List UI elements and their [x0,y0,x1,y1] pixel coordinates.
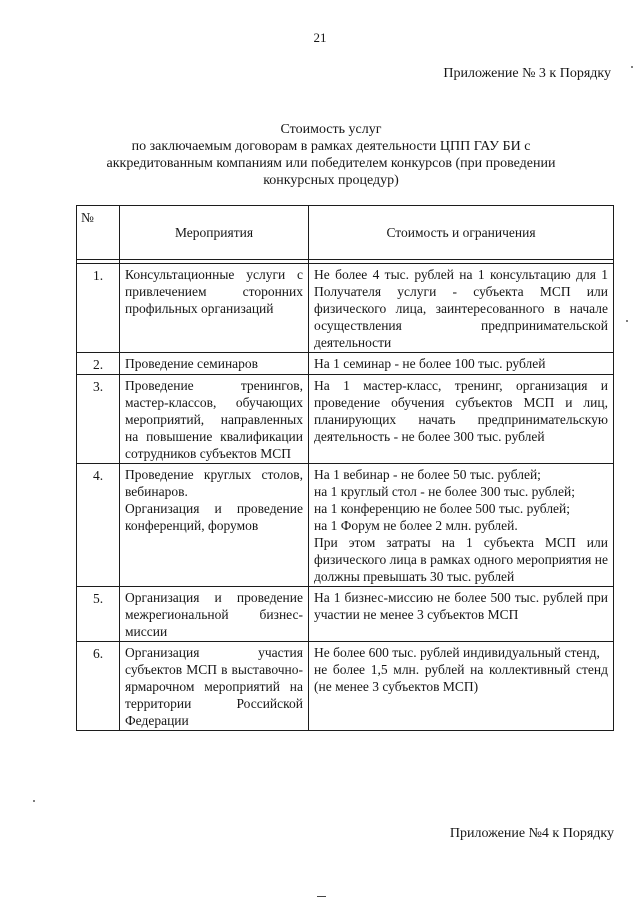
title-line: аккредитованным компаниям или победителем конкурсов (при проведении [106,156,556,171]
title-line: конкурсных процедур) [263,173,399,188]
appendix-footer: Приложение №4 к Порядку [449,826,614,841]
row-number: 5. [77,587,120,642]
cost-line: на 1 конференцию не более 500 тыс. рублей; [314,501,571,516]
table-row [77,464,614,587]
row-cost [309,464,614,587]
cost-line: не более 1,5 млн. рублей на коллективный стенд (не менее 3 субъектов МСП) [314,662,608,694]
appendix-header: Приложение № 3 к Порядку [443,66,611,81]
table-header-row [77,206,614,260]
cost-line: Не более 600 тыс. рублей индивидуальный стенд, [314,645,600,660]
table-row [77,587,614,642]
scan-speck [626,320,628,322]
cost-line: на 1 Форум не более 2 млн. рублей. [314,518,518,533]
row-number: 4. [77,464,120,587]
row-event: Организация участия субъектов МСП в выставочно-ярмарочном мероприятий на территории Российской Федерации [120,642,309,731]
cost-line: При этом затраты на 1 субъекта МСП или физического лица в рамках одного мероприятия не должны превышать 30 тыс. рублей [314,535,608,584]
row-event: Проведение семинаров [120,353,309,375]
row-cost: Не более 4 тыс. рублей на 1 консультацию для 1 Получателя услуги - субъекта МСП или физического лица, заинтересованного в начале осуществления предпринимательской деятельности [309,264,614,353]
cost-table [76,205,614,731]
document-title [96,121,566,189]
title-line: Стоимость услуг [280,122,382,137]
event-line: Организация и проведение конференций, форумов [125,501,303,533]
row-event [120,464,309,587]
header-cost: Стоимость и ограничения [309,206,614,260]
row-number: 1. [77,264,120,353]
row-cost [309,642,614,731]
header-events: Мероприятия [120,206,309,260]
row-number: 2. [77,353,120,375]
row-event: Консультационные услуги с привлечением сторонних профильных организаций [120,264,309,353]
table-row [77,375,614,464]
header-number: № [77,206,120,260]
row-number: 6. [77,642,120,731]
table-row [77,264,614,353]
title-line: по заключаемым договорам в рамках деятельности ЦПП ГАУ БИ с [131,139,531,154]
event-line: Проведение круглых столов, вебинаров. [125,467,303,499]
cost-line: На 1 вебинар - не более 50 тыс. рублей; [314,467,541,482]
page-number: 21 [313,30,327,45]
table-row [77,353,614,375]
row-cost: На 1 мастер-класс, тренинг, организация и проведение обучения субъектов МСП и лиц, планирующих начать предпринимательскую деятельность - не более 300 тыс. рублей [309,375,614,464]
row-cost: На 1 бизнес-миссию не более 500 тыс. рублей при участии не менее 3 субъектов МСП [309,587,614,642]
row-number: 3. [77,375,120,464]
row-cost: На 1 семинар - не более 100 тыс. рублей [309,353,614,375]
table-row [77,642,614,731]
row-event: Проведение тренингов, мастер-классов, обучающих мероприятий, направленных на повышение квалификации сотрудников субъектов МСП [120,375,309,464]
scan-speck [631,66,633,68]
cost-line: на 1 круглый стол - не более 300 тыс. рублей; [314,484,575,499]
scan-speck [33,800,35,802]
scan-mark [317,896,326,897]
row-event: Организация и проведение межрегиональной бизнес-миссии [120,587,309,642]
